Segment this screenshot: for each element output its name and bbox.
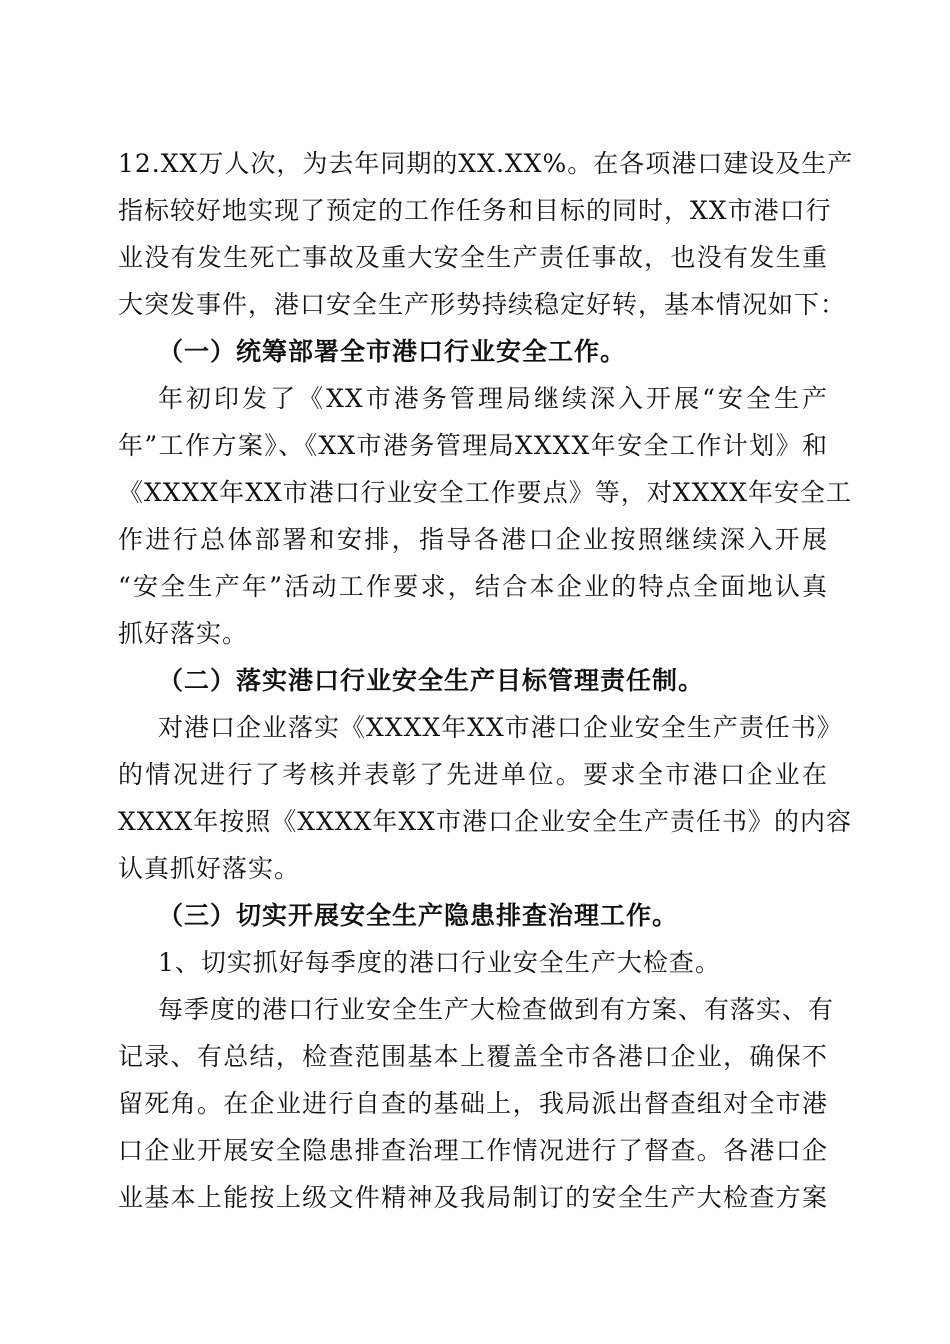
text-line: “安全生产年”活动工作要求，结合本企业的特点全面地认真 (118, 572, 828, 601)
text-line: 大突发事件，港口安全生产形势持续稳定好转，基本情况如下： (118, 290, 847, 319)
text-line: 留死角。在企业进行自查的基础上，我局派出督查组对全市港 (118, 1089, 828, 1118)
section-heading-3: （三）切实开展安全生产隐患排查治理工作。 (158, 901, 679, 930)
text-line: 年”工作方案》、《XX市港务管理局XXXX年安全工作计划》和 (118, 431, 828, 460)
text-line: 年初印发了《XX市港务管理局继续深入开展“安全生产 (158, 384, 828, 413)
document-page (118, 140, 854, 1221)
text-line: 《XXXX年XX市港口行业安全工作要点》等，对XXXX年安全工 (118, 478, 852, 507)
text-line: 作进行总体部署和安排，指导各港口企业按照继续深入开展 (118, 525, 828, 554)
text-line: 记录、有总结，检查范围基本上覆盖全市各港口企业，确保不 (118, 1042, 828, 1071)
text-line: 12.XX万人次，为去年同期的XX.XX%。在各项港口建设及生产 (118, 149, 854, 178)
text-line: 对港口企业落实《XXXX年XX市港口企业安全生产责任书》 (158, 713, 843, 742)
text-line: 每季度的港口行业安全生产大检查做到有方案、有落实、有 (158, 995, 835, 1024)
text-line: 抓好落实。 (118, 619, 249, 648)
text-line: 业基本上能按上级文件精神及我局制订的安全生产大检查方案 (118, 1183, 828, 1212)
section-heading-2: （二）落实港口行业安全生产目标管理责任制。 (158, 666, 705, 695)
text-line: 指标较好地实现了预定的工作任务和目标的同时，XX市港口行 (118, 196, 832, 225)
section-heading-1: （一）统筹部署全市港口行业安全工作。 (158, 337, 627, 366)
text-line: 认真抓好落实。 (118, 854, 301, 883)
text-line: 业没有发生死亡事故及重大安全生产责任事故，也没有发生重 (118, 243, 828, 272)
text-line: 口企业开展安全隐患排查治理工作情况进行了督查。各港口企 (118, 1136, 828, 1165)
subsection-heading-1: 1、切实抓好每季度的港口行业安全生产大检查。 (158, 948, 721, 977)
text-line: 的情况进行了考核并表彰了先进单位。要求全市港口企业在 (118, 760, 828, 789)
text-line: XXXX年按照《XXXX年XX市港口企业安全生产责任书》的内容 (118, 807, 852, 836)
